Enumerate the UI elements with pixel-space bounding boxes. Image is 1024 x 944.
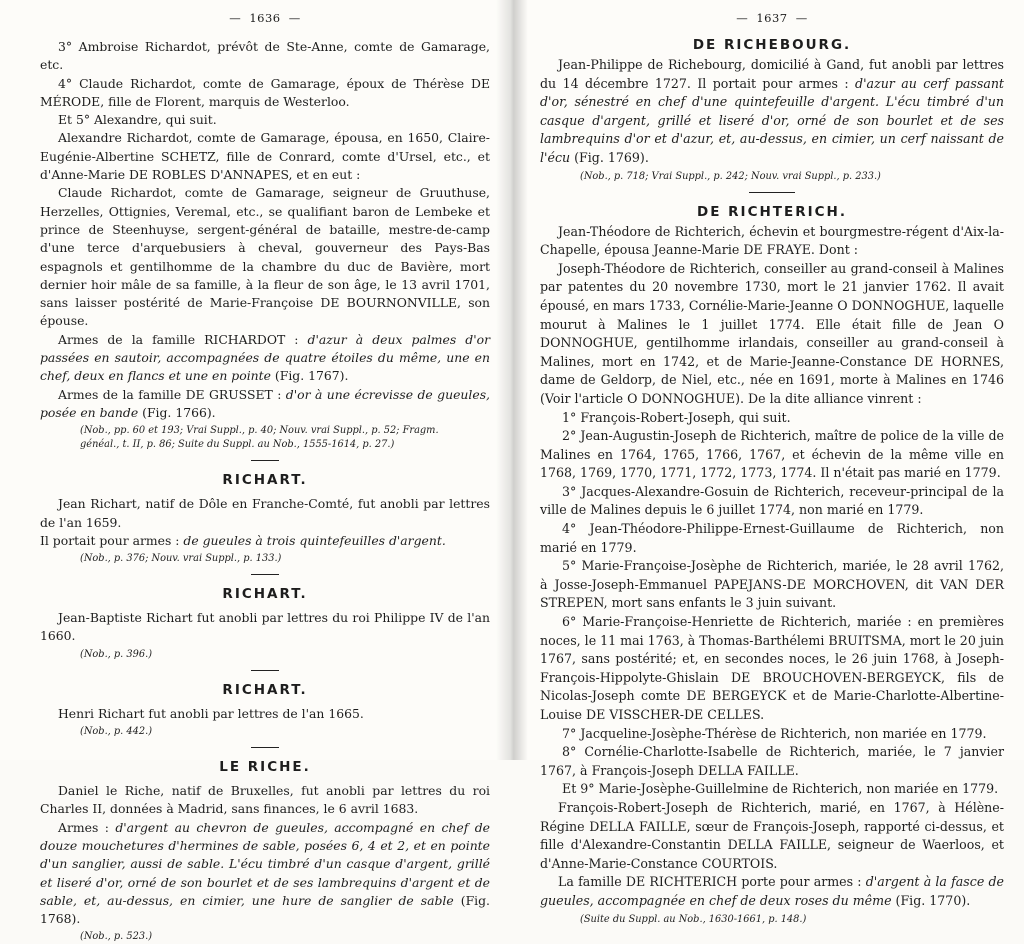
- figure-ref: (Fig. 1766).: [138, 404, 216, 420]
- paragraph: Henri Richart fut anobli par lettres de l'an 1665.: [58, 705, 364, 721]
- source-citation: (Nob., p. 376; Nouv. vrai Suppl., p. 133.): [80, 553, 282, 565]
- list-item: 1° François-Robert-Joseph, qui suit.: [562, 409, 791, 425]
- paragraph: Claude Richardot, comte de Gamarage, seigneur de Gruuthuse, Herzelles, Ottignies, Veremal, etc., se qualifiant baron de Lembeke et prince de Steenhuyse, sergent-général de bataille, mestre-de-camp d'une terce d'arquebusiers à cheval, gouverneur des Pays-Bas espagnols et gentilhomme de la chambre du duc de Bavière, mort dernier hoir mâle de sa famille, à la fleur de son âge, le 13 avril 1701, sans laisser postérité de Marie-Françoise DE BOURNONVILLE, son épouse.: [40, 185, 490, 329]
- paragraph: Alexandre Richardot, comte de Gamarage, épousa, en 1650, Claire-Eugénie-Albertine SCHETZ, fille de Conrard, comte d'Ursel, etc., et d'Anne-Marie DE ROBLES D'ANNAPES, et en eut :: [40, 130, 490, 183]
- list-item: 3° Jacques-Alexandre-Gosuin de Richterich, receveur-principal de la ville de Malines depuis le 6 juillet 1774, non marié en 1779.: [540, 483, 1004, 518]
- paragraph: Jean-Théodore de Richterich, échevin et bourgmestre-régent d'Aix-la-Chapelle, épousa Jeanne-Marie DE FRAYE. Dont :: [540, 223, 1004, 258]
- list-item: Et 9° Marie-Josèphe-Guillelmine de Richterich, non mariée en 1779.: [562, 781, 999, 797]
- section-heading: DE RICHTERICH.: [697, 203, 847, 220]
- page-number-left: — 1636 —: [229, 11, 301, 25]
- section-divider: [251, 574, 279, 575]
- arms-blazon: d'argent au chevron de gueules, accompagné en chef de douze mouchetures d'hermines de sable, posées 6, 4 et 2, et en pointe d'un sanglier, aussi de sable. L'écu timbré d'un casque d'argent, grillé et liseré d'or, orné de son bourlet et de ses lambrequins d'argent et de sable, et, au-dessus, en cimier, une hure de sanglier de sable: [40, 819, 490, 908]
- figure-ref: (Fig. 1770).: [891, 892, 971, 908]
- richardot-arms-paragraph: [40, 331, 490, 386]
- grusset-arms-paragraph: [40, 386, 490, 423]
- section-divider: [749, 192, 795, 193]
- paragraph: Jean Richart, natif de Dôle en Franche-Comté, fut anobli par lettres de l'an 1659.: [40, 496, 490, 530]
- arms-prefix: Armes de la famille DE GRUSSET :: [58, 386, 286, 402]
- section-heading: RICHART.: [222, 586, 308, 603]
- arms-prefix: Armes :: [58, 819, 116, 835]
- figure-ref: (Fig. 1768).: [40, 892, 490, 927]
- page-number-right: — 1637 —: [736, 11, 808, 25]
- page-number-left-text: 1636: [249, 11, 281, 25]
- figure-ref: (Fig. 1767).: [270, 368, 349, 384]
- paragraph: Joseph-Théodore de Richterich, conseiller au grand-conseil à Malines par patentes du 20 novembre 1730, mort le 21 janvier 1762. Il avait épousé, en mars 1733, Cornélie-Marie-Jeanne O DONNOGHUE, laquelle mourut à Malines le 1 juillet 1774. Elle était fille de Jean O DONNOGHUE, gentilhomme irlandais, conseiller au grand-conseil à Malines, mort en 1742, et de Marie-Jeanne-Constance DE HORNES, dame de Geldorp, de Niel, etc., née en 1691, morte à Malines en 1746 (Voir l'article O DONNOGHUE). De la dite alliance vinrent :: [540, 260, 1004, 406]
- section-heading: RICHART.: [222, 681, 308, 698]
- section-heading: DE RICHEBOURG.: [692, 37, 852, 53]
- section-divider: [251, 460, 279, 461]
- figure-ref: (Fig. 1769).: [570, 149, 649, 165]
- arms-blazon: de gueules à trois quintefeuilles d'argent.: [183, 532, 446, 548]
- arms-blazon: d'argent à la fasce de gueules, accompagnée en chef de deux roses du même: [540, 874, 1004, 908]
- paragraph-text: Jean-Philippe de Richebourg, domicilié à Gand, fut anobli par lettres du 14 décembre 1727. Il portait pour armes :: [540, 57, 1004, 91]
- source-citation: (Nob., pp. 60 et 193; Vrai Suppl., p. 40; Nouv. vrai Suppl., p. 52; Fragm. généal., t. II, p. 86; Suite du Suppl. au Nob., 1555-1614, p. 27.): [80, 425, 439, 451]
- source-citation: (Nob., p. 718; Vrai Suppl., p. 242; Nouv. vrai Suppl., p. 233.): [580, 170, 881, 182]
- section-heading: RICHART.: [222, 472, 308, 489]
- arms-blazon: d'or à une écrevisse de gueules, posée en bande: [40, 386, 490, 420]
- list-item: 4° Jean-Théodore-Philippe-Ernest-Guillaume de Richterich, non marié en 1779.: [540, 521, 1004, 555]
- right-page: [518, 0, 1024, 925]
- source-citation: (Nob., p. 442.): [80, 726, 153, 738]
- paragraph: François-Robert-Joseph de Richterich, marié, en 1767, à Hélène-Régine DELLA FAILLE, sœur de François-Joseph, rapporté ci-dessus, et fille d'Alexandre-Constantin DELLA FAILLE, seigneur de Waerloos, et d'Anne-Marie-Constance COURTOIS.: [540, 799, 1004, 871]
- list-item: 5° Marie-Françoise-Josèphe de Richterich, mariée, le 28 avril 1762, à Josse-Joseph-Emmanuel PAPEJANS-DE MORCHOVEN, dit VAN DER STREPEN, mort sans enfants le 3 juin suivant.: [540, 558, 1004, 611]
- paragraph: Et 5° Alexandre, qui suit.: [58, 112, 217, 128]
- source-citation: (Nob., p. 523.): [80, 931, 153, 943]
- section-divider: [251, 747, 279, 748]
- page-number-right-text: 1637: [756, 11, 788, 25]
- arms-prefix: Il portait pour armes :: [40, 532, 184, 548]
- richebourg-paragraph: [540, 56, 1004, 168]
- arms-paragraph: [40, 819, 490, 929]
- source-citation: (Nob., p. 396.): [80, 648, 153, 660]
- section-divider: [251, 670, 279, 671]
- list-item: 2° Jean-Augustin-Joseph de Richterich, maître de police de la ville de Malines en 1764, 1765, 1766, 1767, et échevin de la même ville en 1768, 1769, 1770, 1771, 1772, 1773, 1774. Il n'était pas marié en 1779.: [540, 428, 1004, 481]
- paragraph: Jean-Baptiste Richart fut anobli par lettres du roi Philippe IV de l'an 1660.: [40, 610, 490, 644]
- paragraph: 4° Claude Richardot, comte de Gamarage, époux de Thérèse DE MÉRODE, fille de Florent, marquis de Westerloo.: [40, 75, 490, 109]
- paragraph: 3° Ambroise Richardot, prévôt de Ste-Anne, comte de Gamarage, etc.: [40, 39, 490, 73]
- arms-blazon: d'azur au cerf passant d'or, sénestré en chef d'une quintefeuille d'argent. L'écu timbré d'un casque d'argent, grillé et liseré d'or, orné de son bourlet et de ses lambrequins d'or et d'azur, et, au-dessus, en cimier, un cerf naissant de l'écu: [540, 75, 1004, 165]
- arms-blazon: d'azur à deux palmes d'or passées en sautoir, accompagnées de quatre étoiles du même, une en chef, deux en flancs et une en pointe: [40, 331, 490, 384]
- arms-paragraph: [40, 532, 490, 550]
- section-heading: LE RICHE.: [219, 759, 311, 776]
- list-item: 6° Marie-Françoise-Henriette de Richterich, mariée : en premières noces, le 11 mai 1763, à Thomas-Barthélemi BRUITSMA, mort le 20 juin 1767, sans postérité; et, en secondes noces, le 26 juin 1768, à Joseph-François-Hippolyte-Ghislain DE BROUCHOVEN-BERGEYCK, fils de Nicolas-Joseph comte DE BERGEYCK et de Marie-Charlotte-Albertine-Louise DE VISSCHER-DE CELLES.: [540, 614, 1004, 722]
- source-citation: (Suite du Suppl. au Nob., 1630-1661, p. 148.): [580, 913, 807, 925]
- arms-prefix: Armes de la famille RICHARDOT :: [58, 331, 308, 347]
- list-item: 7° Jacqueline-Josèphe-Thérèse de Richterich, non mariée en 1779.: [562, 725, 987, 741]
- left-page: [0, 0, 506, 943]
- list-item: 8° Cornélie-Charlotte-Isabelle de Richterich, mariée, le 7 janvier 1767, à François-Joseph DELLA FAILLE.: [540, 744, 1004, 778]
- paragraph: Daniel le Riche, natif de Bruxelles, fut anobli par lettres du roi Charles II, données à Madrid, sans finances, le 6 avril 1683.: [40, 783, 490, 817]
- arms-prefix: La famille DE RICHTERICH porte pour armes :: [558, 874, 866, 890]
- arms-paragraph: [540, 873, 1004, 910]
